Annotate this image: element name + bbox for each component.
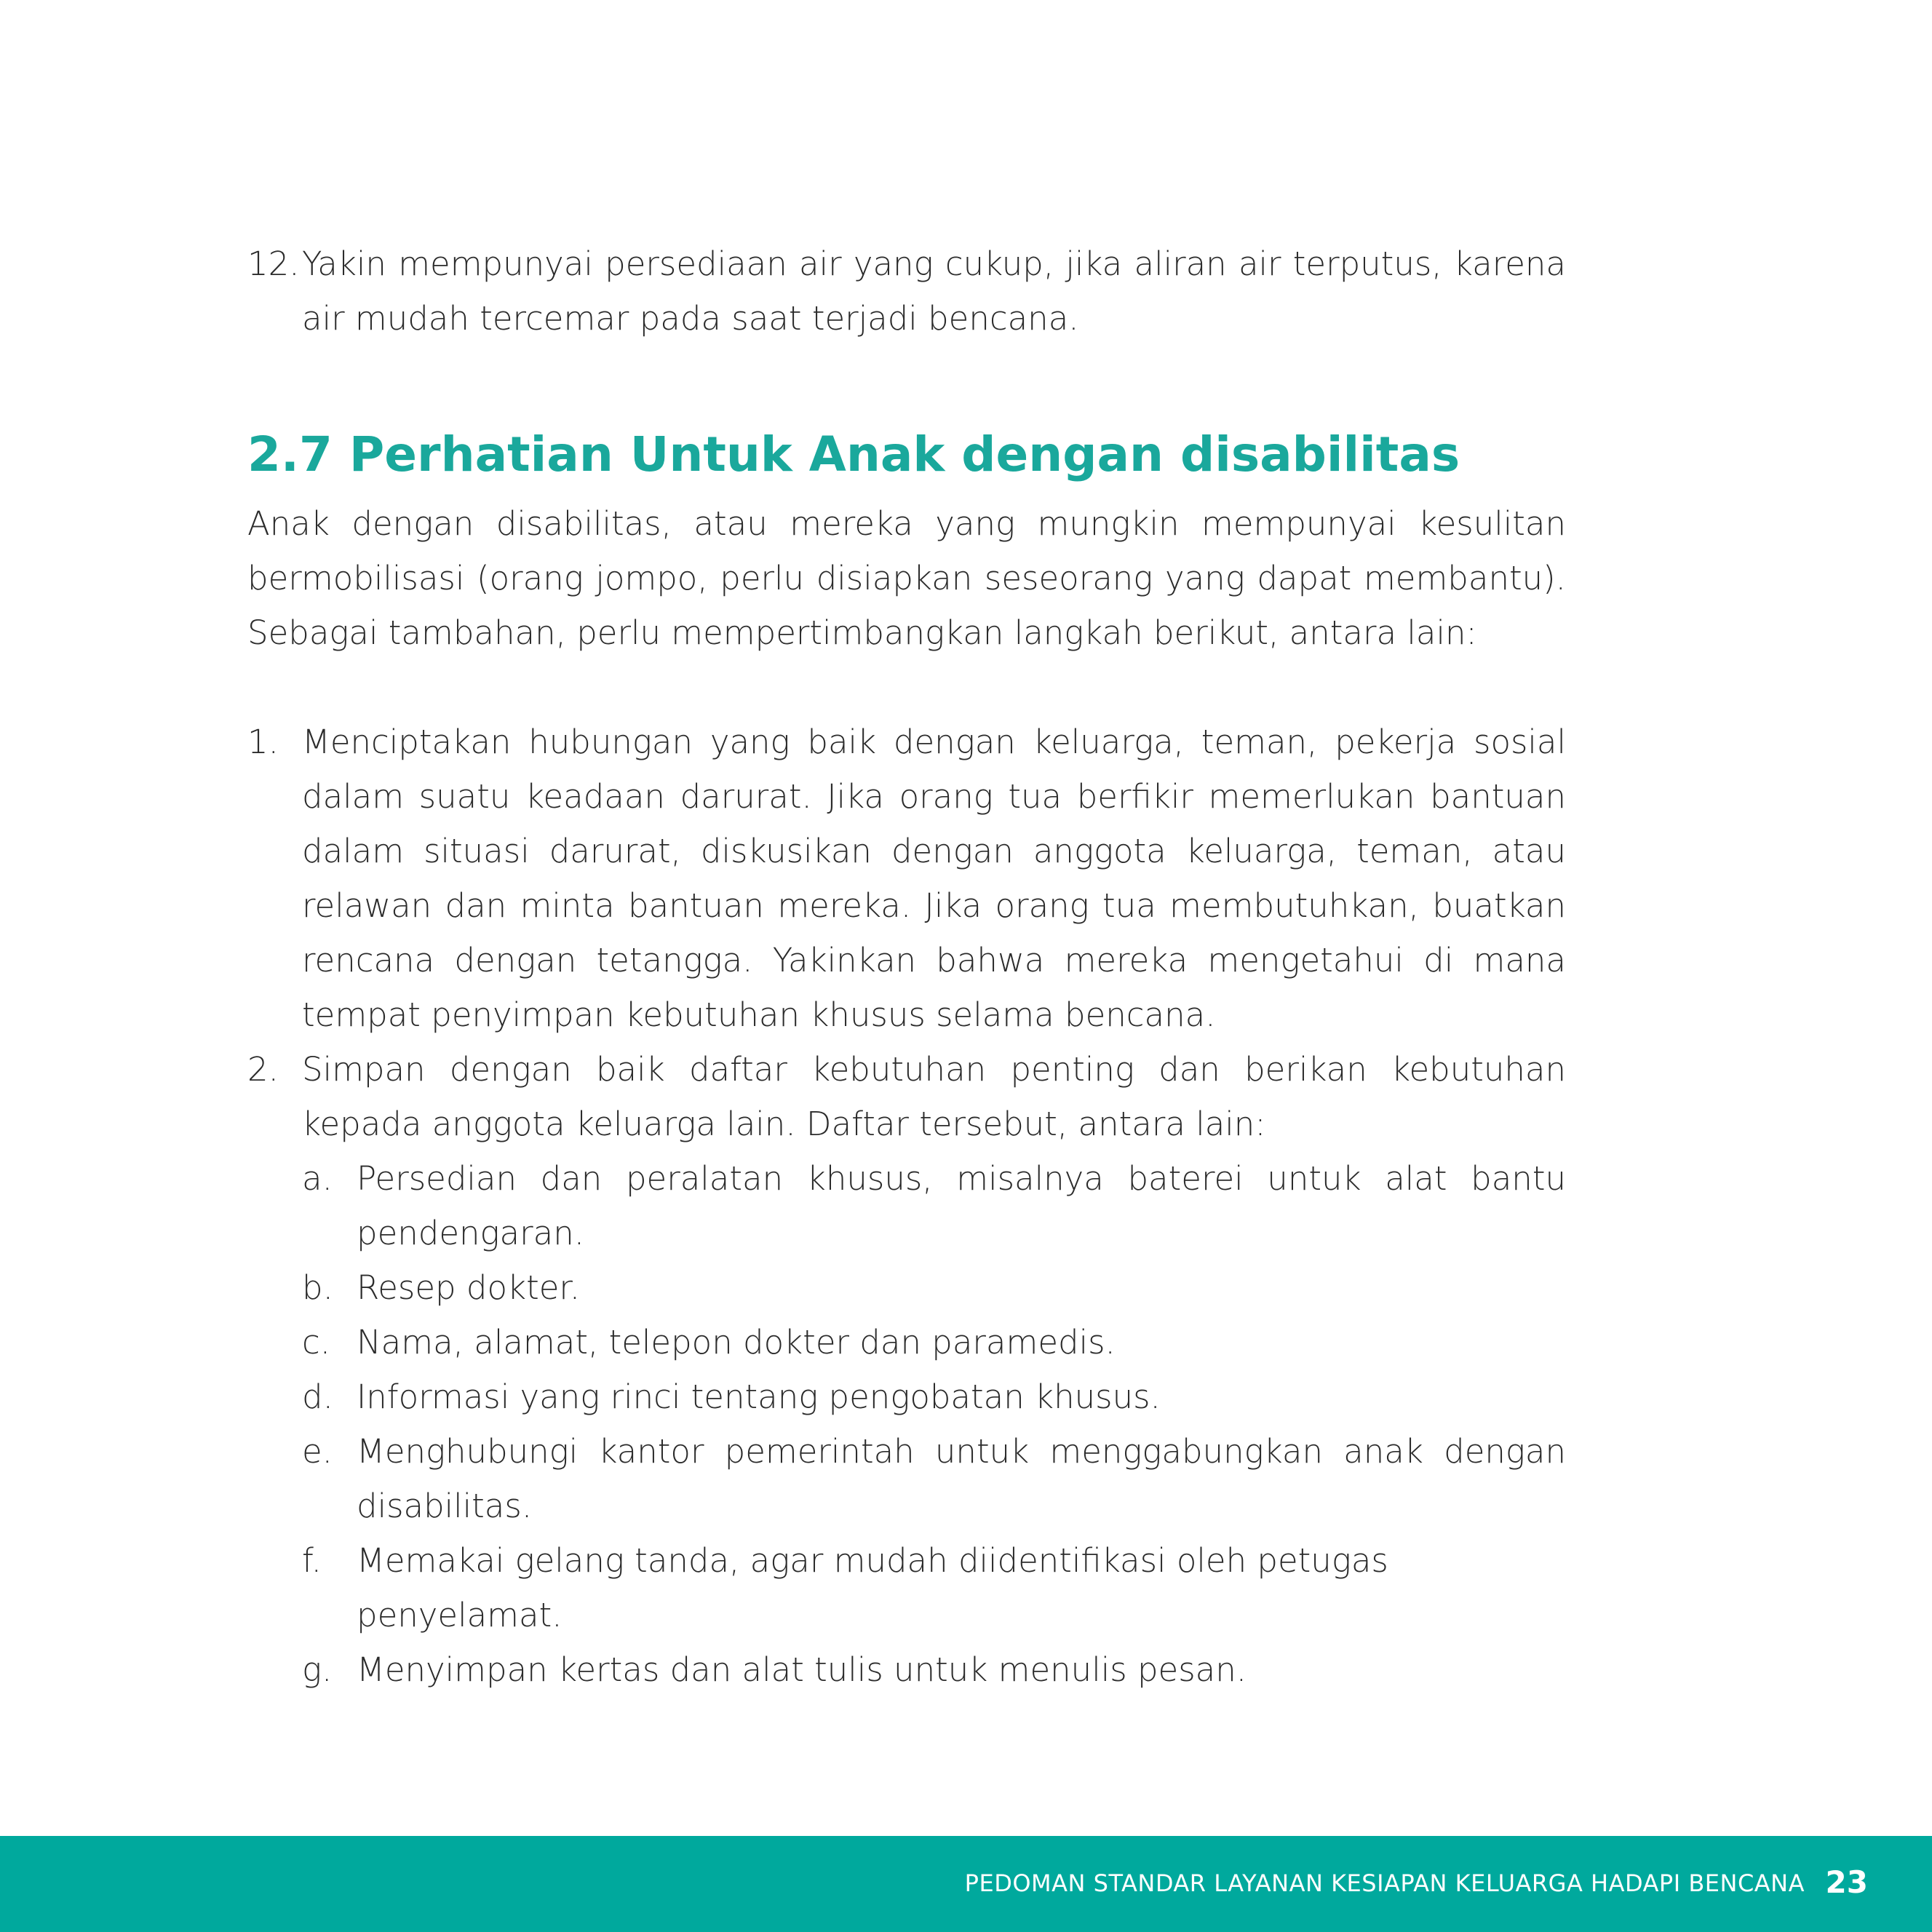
list-text: Simpan dengan baik daftar kebutuhan penting dan berikan kebutuhan kepada anggota keluarga lain. Daftar tersebut, antara lain: bbox=[302, 1050, 1566, 1143]
list-text: Menciptakan hubungan yang baik dengan keluarga, teman, pekerja sosial dalam suatu keadaan darurat. Jika orang tua berfikir memerlukan bantuan dalam situasi darurat, diskusikan dengan anggota keluarga, teman, atau relawan dan minta bantuan mereka. Jika orang tua membutuhkan, buatkan rencana dengan tetangga. Yakinkan bahwa mereka mengetahui di mana tempat penyimpan kebutuhan khusus selama bencana. bbox=[302, 723, 1566, 1034]
sublist-text: Memakai gelang tanda, agar mudah diidentifikasi oleh petugas penyelamat. bbox=[357, 1541, 1388, 1634]
list-item-12 bbox=[247, 236, 1566, 346]
numbered-list bbox=[247, 715, 1566, 1697]
sublist-letter: f. bbox=[302, 1541, 322, 1580]
sublist-item-e bbox=[302, 1424, 1566, 1533]
list-number: 1. bbox=[247, 723, 279, 761]
list-item-1 bbox=[247, 715, 1566, 1042]
section-heading: 2.7 Perhatian Untuk Anak dengan disabilitas bbox=[247, 426, 1460, 482]
sublist-text: Nama, alamat, telepon dokter dan paramedis. bbox=[357, 1323, 1116, 1361]
sublist-item-c bbox=[302, 1315, 1566, 1370]
sublist-item-g bbox=[302, 1642, 1566, 1697]
sublist-letter: a. bbox=[302, 1159, 333, 1198]
sublist-text: Resep dokter. bbox=[357, 1268, 581, 1307]
list-item-2 bbox=[247, 1042, 1566, 1151]
sublist-letter: b. bbox=[302, 1268, 333, 1307]
sublist-text: Informasi yang rinci tentang pengobatan khusus. bbox=[357, 1378, 1161, 1416]
sublist-letter: g. bbox=[302, 1650, 333, 1689]
list-number: 2. bbox=[247, 1050, 279, 1089]
sublist-text: Persedian dan peralatan khusus, misalnya baterei untuk alat bantu pendengaran. bbox=[357, 1159, 1566, 1252]
sublist-letter: c. bbox=[302, 1323, 331, 1361]
footer-title: PEDOMAN STANDAR LAYANAN KESIAPAN KELUARGA HADAPI BENCANA bbox=[964, 1869, 1805, 1897]
list-number: 12. bbox=[247, 245, 300, 283]
sublist-text: Menyimpan kertas dan alat tulis untuk menulis pesan. bbox=[357, 1650, 1247, 1689]
sublist-text: Menghubungi kantor pemerintah untuk menggabungkan anak dengan disabilitas. bbox=[357, 1432, 1566, 1525]
sublist-item-a bbox=[302, 1151, 1566, 1260]
footer-bar bbox=[0, 1836, 1932, 1932]
lettered-sublist bbox=[302, 1151, 1566, 1697]
sublist-item-d bbox=[302, 1370, 1566, 1424]
sublist-letter: d. bbox=[302, 1378, 333, 1416]
sublist-item-b bbox=[302, 1260, 1566, 1315]
section-intro: Anak dengan disabilitas, atau mereka yang mungkin mempunyai kesulitan bermobilisasi (orang jompo, perlu disiapkan seseorang yang dapat membantu). Sebagai tambahan, perlu mempertimbangkan langkah berikut, antara lain: bbox=[247, 504, 1566, 652]
sublist-item-f bbox=[302, 1533, 1566, 1642]
page-number: 23 bbox=[1825, 1864, 1868, 1900]
sublist-letter: e. bbox=[302, 1432, 333, 1471]
page-content bbox=[247, 236, 1566, 1697]
list-text: Yakin mempunyai persediaan air yang cukup, jika aliran air terputus, karena air mudah tercemar pada saat terjadi bencana. bbox=[302, 245, 1566, 338]
